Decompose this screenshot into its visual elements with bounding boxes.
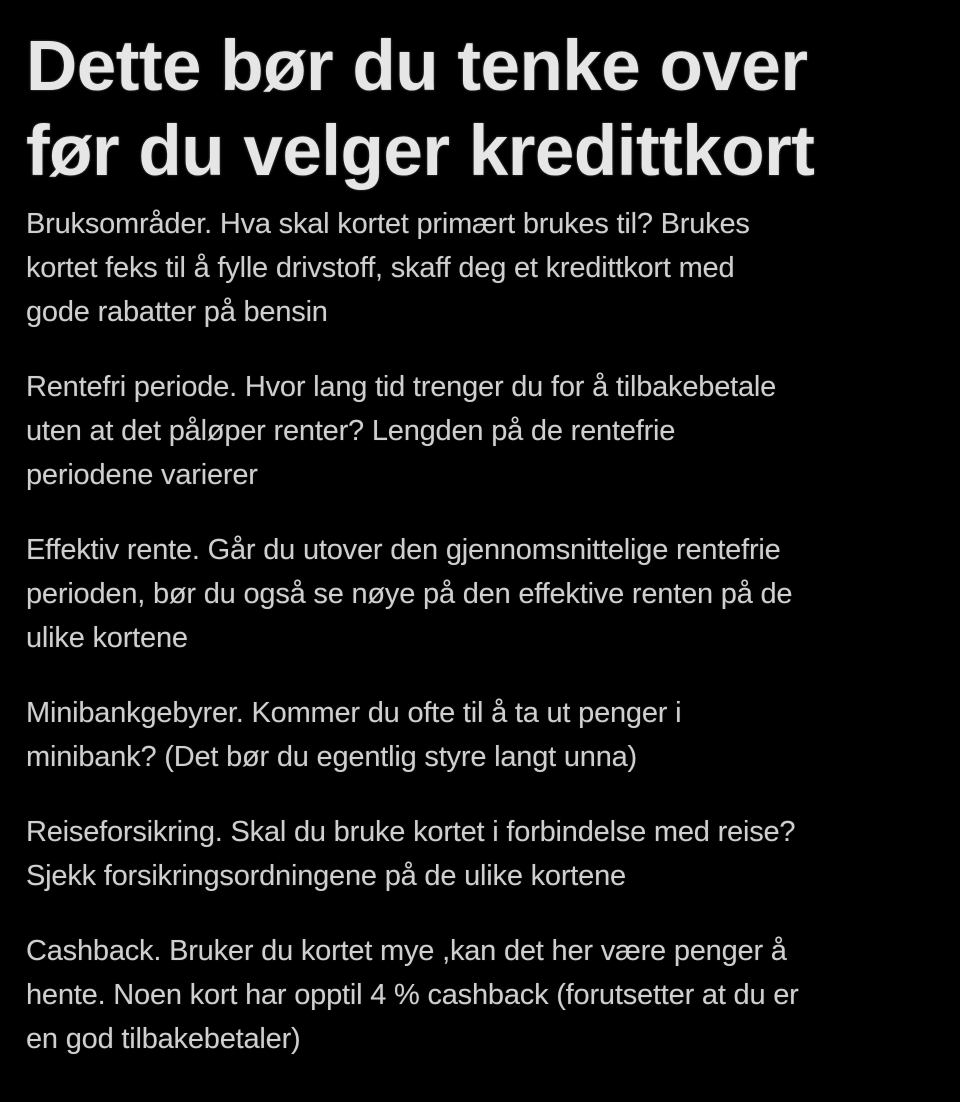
tip-cashback [26,929,936,1061]
tip-line: en god tilbakebetaler) [26,1023,301,1055]
tip-reiseforsikring [26,810,936,898]
tip-line: Reiseforsikring. Skal du bruke kortet i forbindelse med reise? [26,816,796,848]
tip-line: ulike kortene [26,622,188,654]
tip-line: uten at det påløper renter? Lengden på de rentefrie [26,415,676,447]
tip-line: Effektiv rente. Går du utover den gjennomsnittelige rentefrie [26,534,781,566]
tips-list [26,202,936,1061]
tip-line: minibank? (Det bør du egentlig styre langt unna) [26,741,638,773]
tip-line: gode rabatter på bensin [26,296,328,328]
tip-line: perioden, bør du også se nøye på den effektive renten på de [26,578,793,610]
title-line-2: før du velger kredittkort [26,112,815,191]
tip-line: periodene varierer [26,459,258,491]
tip-line: kortet feks til å fylle drivstoff, skaff deg et kredittkort med [26,252,735,284]
tip-line: Bruksområder. Hva skal kortet primært brukes til? Brukes [26,208,750,240]
tip-rentefri-periode [26,365,936,497]
article-title [26,24,936,194]
tip-line: Sjekk forsikringsordningene på de ulike kortene [26,860,626,892]
tip-line: hente. Noen kort har opptil 4 % cashback (forutsetter at du er [26,979,799,1011]
title-line-1: Dette bør du tenke over [26,27,808,106]
tip-bruksomrader [26,202,936,334]
tip-line: Minibankgebyrer. Kommer du ofte til å ta ut penger i [26,697,682,729]
tip-effektiv-rente [26,528,936,660]
tip-minibankgebyrer [26,691,936,779]
tip-line: Cashback. Bruker du kortet mye ,kan det her være penger å [26,935,787,967]
tip-line: Rentefri periode. Hvor lang tid trenger du for å tilbakebetale [26,371,777,403]
